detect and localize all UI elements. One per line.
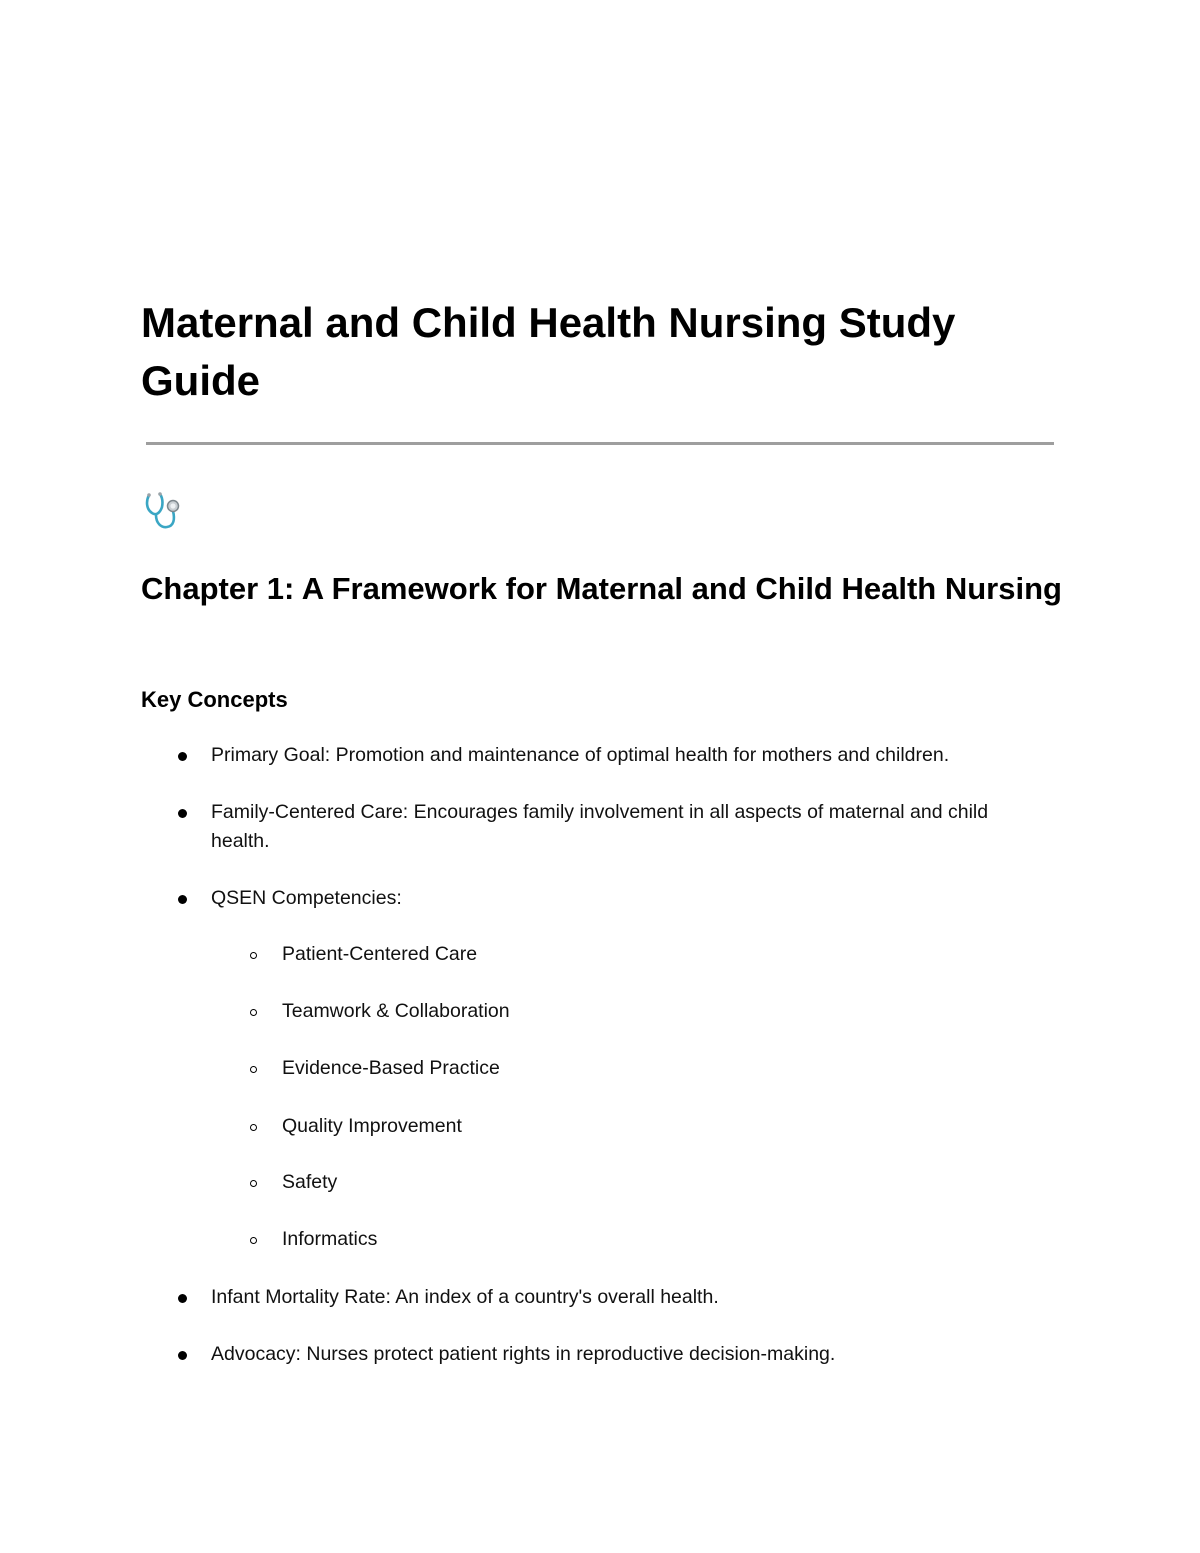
list-item: Advocacy: Nurses protect patient rights in reproductive decision-making. [211, 1343, 836, 1365]
bullet-icon [178, 895, 187, 904]
list-item: Infant Mortality Rate: An index of a country's overall health. [211, 1286, 719, 1308]
sub-bullet-icon [250, 1066, 257, 1073]
sub-list-item: Teamwork & Collaboration [282, 1000, 510, 1022]
bullet-icon [178, 1351, 187, 1360]
document-title: Maternal and Child Health Nursing Study Guide [141, 299, 956, 404]
sub-bullet-icon [250, 1124, 257, 1131]
list-item: QSEN Competencies: [211, 887, 402, 909]
sub-list-item: Safety [282, 1171, 338, 1193]
list-item: Family-Centered Care: Encourages family involvement in all aspects of maternal and child health. [211, 801, 989, 852]
sub-bullet-icon [250, 952, 257, 959]
sub-list-item: Evidence-Based Practice [282, 1057, 500, 1079]
horizontal-divider [146, 442, 1054, 445]
list-item: Primary Goal: Promotion and maintenance of optimal health for mothers and children. [211, 744, 950, 766]
sub-list-item: Patient-Centered Care [282, 943, 478, 965]
stethoscope-icon [143, 491, 183, 531]
sub-bullet-icon [250, 1180, 257, 1187]
section-title: Key Concepts [141, 687, 288, 712]
sub-list-item: Quality Improvement [282, 1115, 462, 1137]
bullet-icon [178, 752, 187, 761]
sub-bullet-icon [250, 1237, 257, 1244]
sub-list-item: Informatics [282, 1228, 378, 1250]
bullet-icon [178, 1294, 187, 1303]
sub-bullet-icon [250, 1009, 257, 1016]
bullet-icon [178, 809, 187, 818]
chapter-title: Chapter 1: A Framework for Maternal and Child Health Nursing [141, 571, 1062, 606]
